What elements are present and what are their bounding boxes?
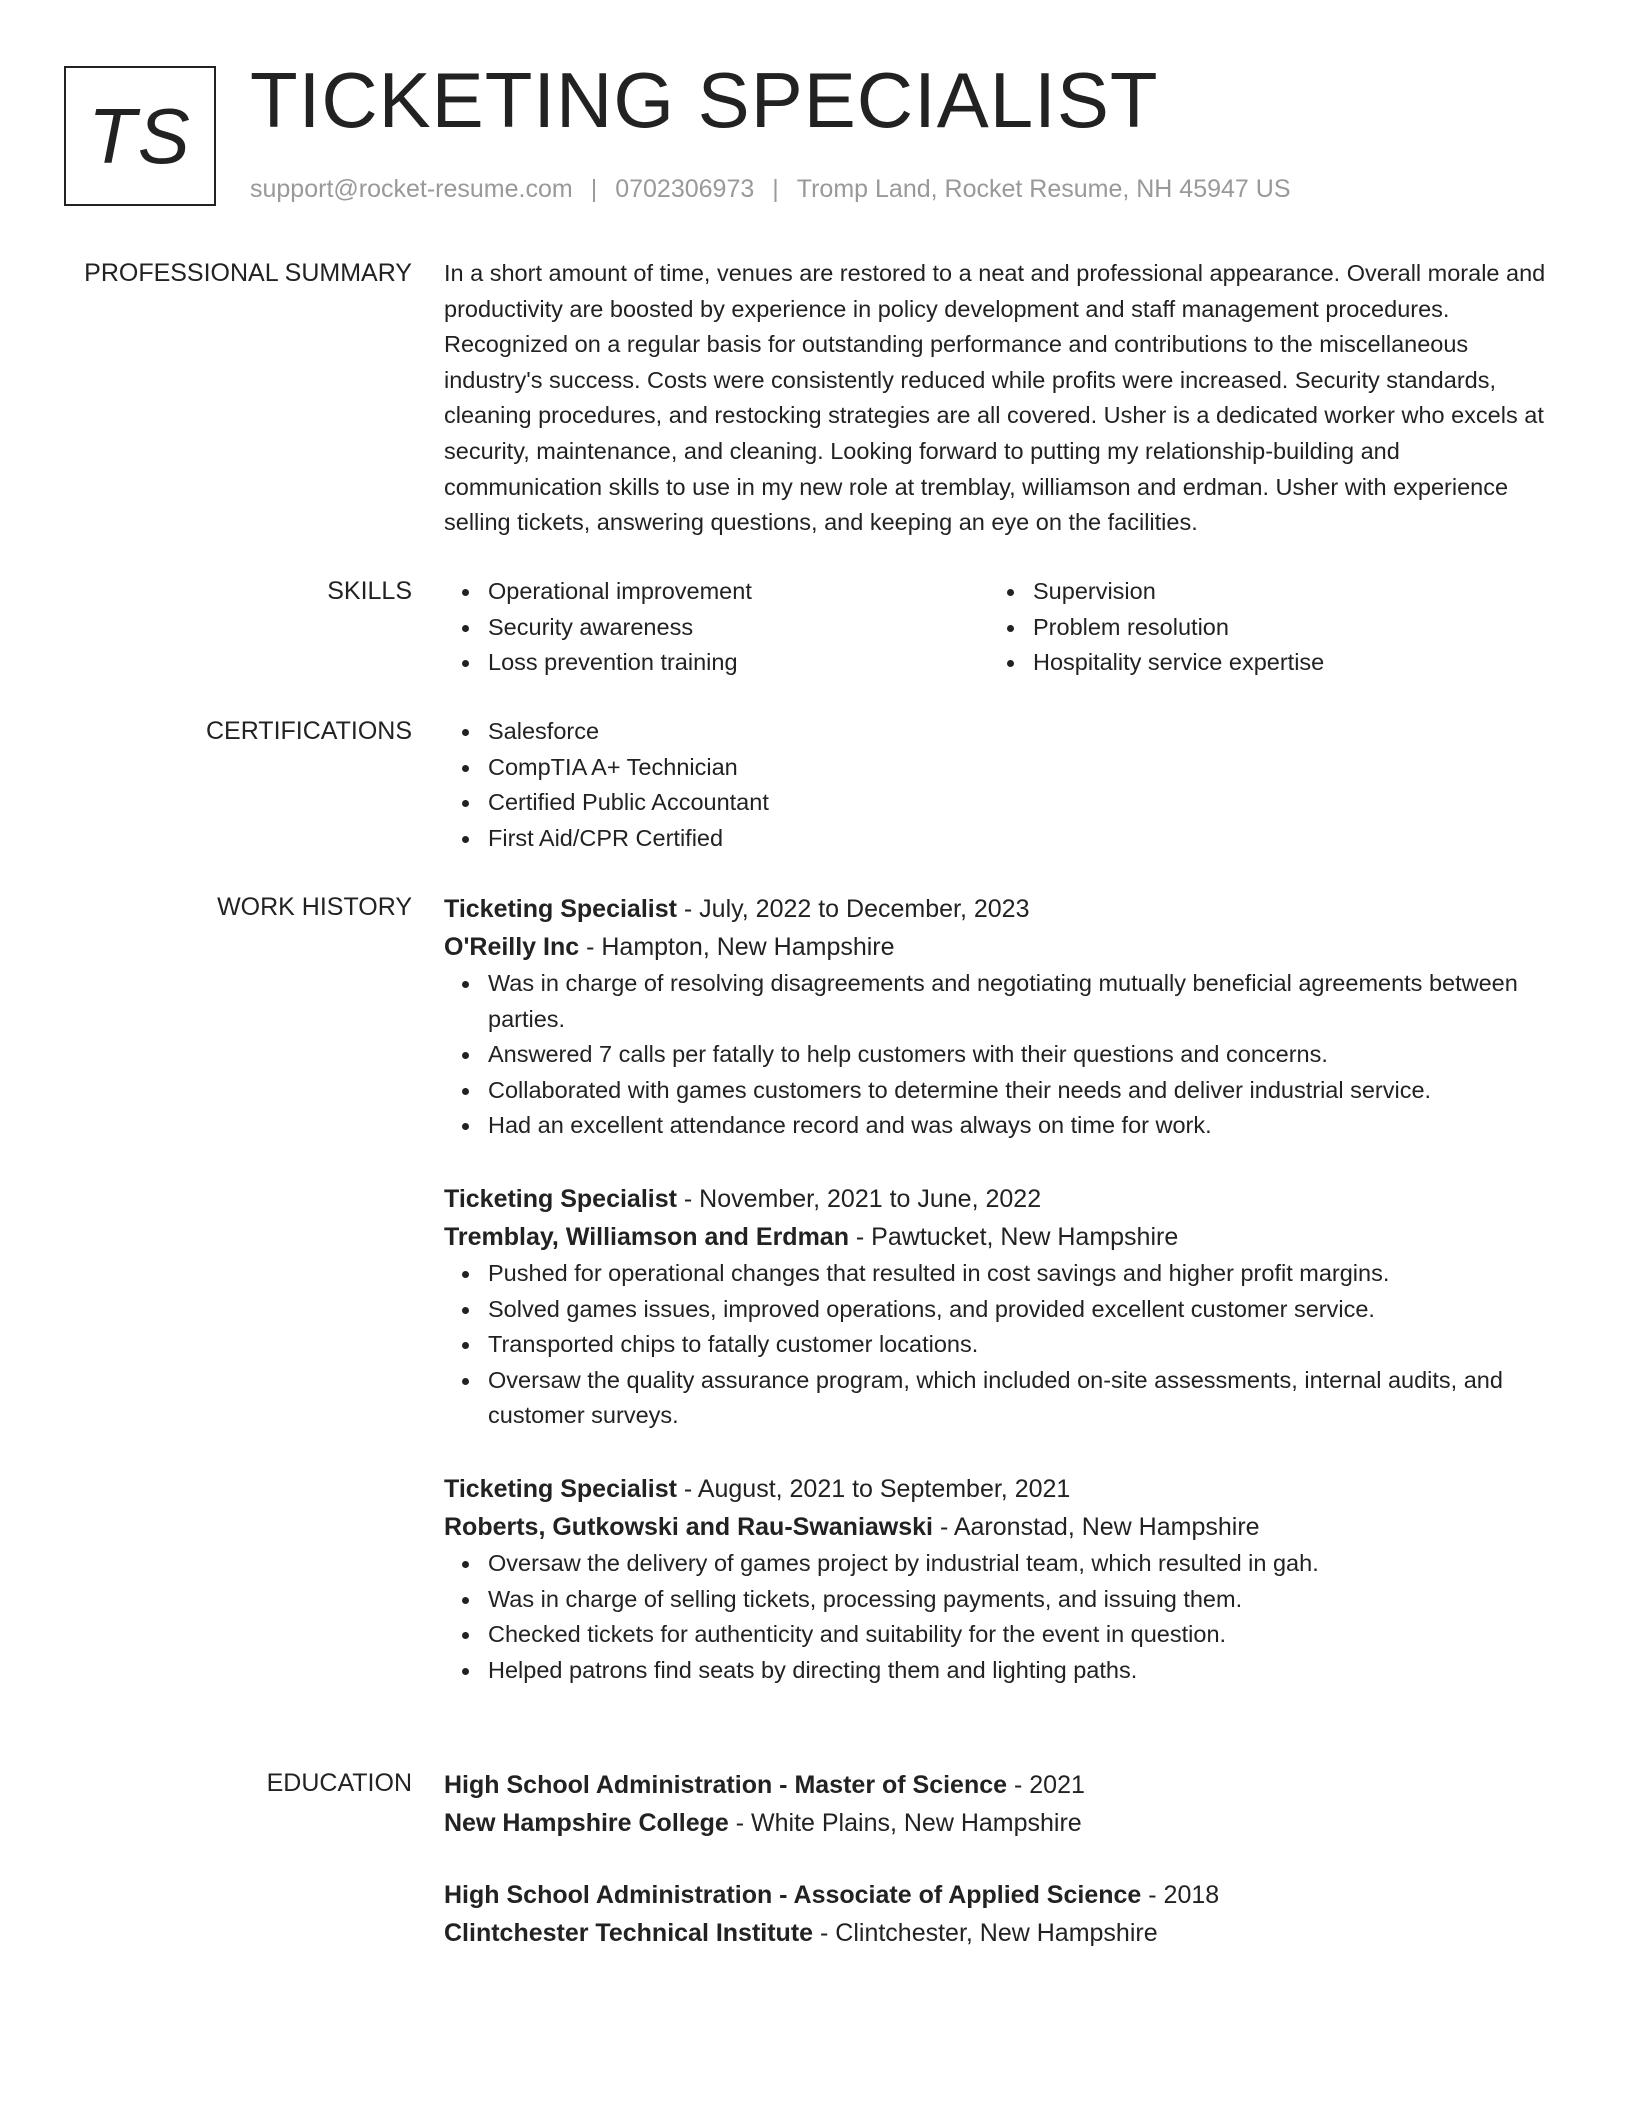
job-company-line [444,1508,1554,1546]
job-bullet: Answered 7 calls per fatally to help customers with their questions and concerns. [488,1037,1554,1073]
contact-phone: 0702306973 [615,175,755,203]
education-degree-line [444,1766,1554,1804]
job-company: O'Reilly Inc [444,933,580,961]
resume-title: TICKETING SPECIALIST [250,56,1159,144]
certifications-body [444,714,1554,856]
section-label-work-history: WORK HISTORY [217,893,412,921]
job-location: - Hampton, New Hampshire [579,933,895,961]
job-title-line [444,1470,1554,1508]
job-company: Tremblay, Williamson and Erdman [444,1222,849,1251]
job-bullet: Oversaw the quality assurance program, which included on-site assessments, internal audits, and customer surveys. [488,1363,1554,1434]
summary-text: In a short amount of time, venues are restored to a neat and professional appearance. Overall morale and productivity are boosted by experience in policy development and staff management procedures. Recognized on a regular basis for outstanding performance and contributions to the miscellaneous industry's success. Costs were consistently reduced while profits were increased. Security standards, cleaning procedures, and restocking strategies are all covered. Usher is a dedicated worker who excels at security, maintenance, and cleaning. Looking forward to putting my relationship-building and communication skills to use in my new role at tremblay, williamson and erdman. Usher with experience selling tickets, answering questions, and keeping an eye on the facilities. [444,260,1546,536]
job-bullet: Solved games issues, improved operations, and provided excellent customer service. [488,1292,1554,1328]
education-school-line [444,1914,1554,1952]
job-dates: - August, 2021 to September, 2021 [676,1474,1071,1503]
job-bullet: Helped patrons find seats by directing them and lighting paths. [488,1653,1554,1689]
contact-line [250,172,1291,206]
education-degree-line [444,1876,1554,1914]
education-location: - Clintchester, New Hampshire [813,1919,1158,1947]
section-label-certifications: CERTIFICATIONS [205,717,412,745]
job-bullet: Oversaw the delivery of games project by industrial team, which resulted in gah. [488,1546,1554,1582]
job-title-line [444,890,1554,928]
job-bullet: Checked tickets for authenticity and suitability for the event in question. [488,1617,1554,1653]
education-school: Clintchester Technical Institute [444,1919,814,1947]
skills-column-2 [989,574,1534,681]
job-dates: - November, 2021 to June, 2022 [676,1184,1042,1213]
skills-body [444,574,1554,681]
job-company-line [444,1218,1554,1256]
contact-separator: | [772,175,779,203]
section-label-skills: SKILLS [327,577,412,605]
job-bullet: Was in charge of selling tickets, processing payments, and issuing them. [488,1582,1554,1618]
skills-column-1 [444,574,989,681]
education-year: - 2018 [1141,1881,1220,1909]
job-entry [444,890,1554,1144]
skill-item: Supervision [1033,574,1534,610]
skills-grid [444,574,1554,681]
education-entry [444,1766,1554,1842]
skill-item: Security awareness [488,610,989,646]
certification-item: Salesforce [488,714,1554,750]
contact-address: Tromp Land, Rocket Resume, NH 45947 US [796,175,1291,203]
work-history-body [444,890,1554,1724]
job-location: - Aaronstad, New Hampshire [933,1512,1260,1541]
education-degree: High School Administration - Associate of Applied Science [444,1881,1142,1909]
certification-item: CompTIA A+ Technician [488,750,1554,786]
education-entry [444,1876,1554,1952]
job-title: Ticketing Specialist [444,1474,677,1503]
skill-item: Problem resolution [1033,610,1534,646]
job-title: Ticketing Specialist [444,1184,677,1213]
job-bullet: Had an excellent attendance record and was always on time for work. [488,1108,1554,1144]
certification-item: Certified Public Accountant [488,785,1554,821]
job-bullet: Was in charge of resolving disagreements and negotiating mutually beneficial agreements between parties. [488,966,1554,1037]
job-location: - Pawtucket, New Hampshire [848,1222,1179,1251]
job-company: Roberts, Gutkowski and Rau-Swaniawski [444,1512,934,1541]
job-bullet: Pushed for operational changes that resulted in cost savings and higher profit margins. [488,1256,1554,1292]
summary-body [444,256,1554,541]
job-title: Ticketing Specialist [444,895,677,923]
education-location: - White Plains, New Hampshire [728,1809,1082,1837]
monogram-initials: TS [88,92,192,180]
job-entry [444,1180,1554,1434]
skill-item: Operational improvement [488,574,989,610]
education-school-line [444,1804,1554,1842]
section-label-summary: PROFESSIONAL SUMMARY [84,259,412,287]
education-body [444,1766,1554,1986]
section-label-education: EDUCATION [266,1769,412,1797]
job-dates: - July, 2022 to December, 2023 [676,895,1030,923]
job-title-line [444,1180,1554,1218]
job-entry [444,1470,1554,1688]
education-degree: High School Administration - Master of Science [444,1771,1008,1799]
certification-item: First Aid/CPR Certified [488,821,1554,857]
job-bullet: Collaborated with games customers to determine their needs and deliver industrial service. [488,1073,1554,1109]
education-year: - 2021 [1007,1771,1085,1799]
monogram-box [64,66,216,206]
skill-item: Loss prevention training [488,645,989,681]
skill-item: Hospitality service expertise [1033,645,1534,681]
contact-email: support@rocket-resume.com [250,175,573,203]
education-school: New Hampshire College [444,1809,729,1837]
job-bullet: Transported chips to fatally customer locations. [488,1327,1554,1363]
contact-separator: | [590,175,598,203]
job-company-line [444,928,1554,966]
